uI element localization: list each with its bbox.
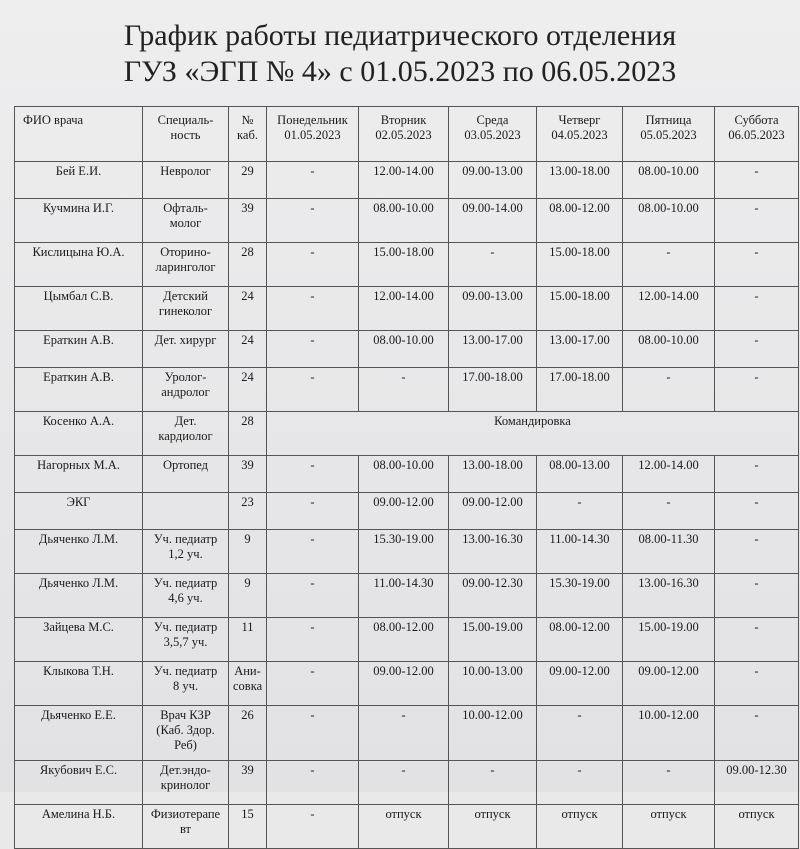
thursday-hours-cell: 08.00-13.00 [537, 456, 623, 493]
friday-hours-cell: 12.00-14.00 [623, 287, 715, 331]
table-row [15, 368, 799, 412]
room-cell: 26 [229, 706, 267, 761]
thursday-hours-cell: 13.00-17.00 [537, 331, 623, 368]
wednesday-hours-cell: 10.00-13.00 [449, 662, 537, 706]
specialty-cell: Физиотерапе вт [143, 805, 229, 849]
room-cell: 39 [229, 761, 267, 805]
specialty-cell: Дет.эндо- кринолог [143, 761, 229, 805]
table-row [15, 574, 799, 618]
page-title [0, 18, 800, 90]
specialty-cell: Уч. педиатр 1,2 уч. [143, 530, 229, 574]
friday-hours-cell: - [623, 493, 715, 530]
title-line-2: ГУЗ «ЭГП № 4» с 01.05.2023 по 06.05.2023 [123, 55, 677, 88]
col-header-tuesday: Вторник 02.05.2023 [359, 107, 449, 162]
room-cell: 9 [229, 530, 267, 574]
doctor-name-cell: Якубович Е.С. [15, 761, 143, 805]
table-row [15, 162, 799, 199]
specialty-cell: Врач КЗР (Каб. Здор. Реб) [143, 706, 229, 761]
specialty-cell: Уролог- андролог [143, 368, 229, 412]
saturday-hours-cell: - [715, 618, 799, 662]
tuesday-hours-cell: 12.00-14.00 [359, 162, 449, 199]
table-row [15, 199, 799, 243]
thursday-hours-cell: - [537, 493, 623, 530]
monday-hours-cell: - [267, 456, 359, 493]
monday-hours-cell: - [267, 331, 359, 368]
friday-hours-cell: 08.00-10.00 [623, 331, 715, 368]
saturday-hours-cell: - [715, 493, 799, 530]
tuesday-hours-cell: 09.00-12.00 [359, 493, 449, 530]
thursday-hours-cell: отпуск [537, 805, 623, 849]
room-cell: 24 [229, 331, 267, 368]
doctor-name-cell: Нагорных М.А. [15, 456, 143, 493]
doctor-name-cell: Косенко А.А. [15, 412, 143, 456]
friday-hours-cell: 08.00-11.30 [623, 530, 715, 574]
room-cell: 39 [229, 199, 267, 243]
monday-hours-cell: - [267, 243, 359, 287]
room-cell: 24 [229, 368, 267, 412]
wednesday-hours-cell: 13.00-18.00 [449, 456, 537, 493]
specialty-cell: Уч. педиатр 3,5,7 уч. [143, 618, 229, 662]
tuesday-hours-cell: 08.00-10.00 [359, 199, 449, 243]
friday-hours-cell: - [623, 761, 715, 805]
monday-hours-cell: - [267, 493, 359, 530]
header-row [15, 107, 799, 162]
wednesday-hours-cell: 09.00-13.00 [449, 287, 537, 331]
table-row [15, 331, 799, 368]
col-header-wednesday: Среда 03.05.2023 [449, 107, 537, 162]
wednesday-hours-cell: 09.00-12.00 [449, 493, 537, 530]
room-cell: 23 [229, 493, 267, 530]
thursday-hours-cell: - [537, 761, 623, 805]
thursday-hours-cell: 15.00-18.00 [537, 243, 623, 287]
saturday-hours-cell: - [715, 243, 799, 287]
friday-hours-cell: 09.00-12.00 [623, 662, 715, 706]
tuesday-hours-cell: отпуск [359, 805, 449, 849]
saturday-hours-cell: - [715, 368, 799, 412]
doctor-name-cell: Дьяченко Е.Е. [15, 706, 143, 761]
table-row [15, 805, 799, 849]
wednesday-hours-cell: - [449, 243, 537, 287]
tuesday-hours-cell: - [359, 706, 449, 761]
room-cell: 28 [229, 243, 267, 287]
specialty-cell: Ортопед [143, 456, 229, 493]
wednesday-hours-cell: 13.00-16.30 [449, 530, 537, 574]
thursday-hours-cell: 15.30-19.00 [537, 574, 623, 618]
monday-hours-cell: - [267, 662, 359, 706]
schedule-body [15, 162, 799, 849]
room-cell: 28 [229, 412, 267, 456]
col-header-name: ФИО врача [15, 107, 143, 162]
doctor-name-cell: Ераткин А.В. [15, 331, 143, 368]
col-header-friday: Пятница 05.05.2023 [623, 107, 715, 162]
wednesday-hours-cell: - [449, 761, 537, 805]
wednesday-hours-cell: 13.00-17.00 [449, 331, 537, 368]
schedule-table [14, 106, 799, 849]
thursday-hours-cell: 15.00-18.00 [537, 287, 623, 331]
room-cell: 39 [229, 456, 267, 493]
room-cell: Ани- совка [229, 662, 267, 706]
doctor-name-cell: Кучмина И.Г. [15, 199, 143, 243]
doctor-name-cell: Клыкова Т.Н. [15, 662, 143, 706]
doctor-name-cell: Кислицына Ю.А. [15, 243, 143, 287]
table-row [15, 412, 799, 456]
monday-hours-cell: - [267, 706, 359, 761]
table-row [15, 530, 799, 574]
monday-hours-cell: - [267, 618, 359, 662]
room-cell: 15 [229, 805, 267, 849]
tuesday-hours-cell: 08.00-10.00 [359, 331, 449, 368]
table-row [15, 706, 799, 761]
monday-hours-cell: - [267, 574, 359, 618]
thursday-hours-cell: 17.00-18.00 [537, 368, 623, 412]
friday-hours-cell: 08.00-10.00 [623, 162, 715, 199]
friday-hours-cell: 08.00-10.00 [623, 199, 715, 243]
room-cell: 9 [229, 574, 267, 618]
specialty-cell: Уч. педиатр 8 уч. [143, 662, 229, 706]
merged-status-cell: Командировка [267, 412, 799, 456]
room-cell: 11 [229, 618, 267, 662]
monday-hours-cell: - [267, 199, 359, 243]
monday-hours-cell: - [267, 761, 359, 805]
specialty-cell: Невролог [143, 162, 229, 199]
specialty-cell: Дет. хирург [143, 331, 229, 368]
thursday-hours-cell: 11.00-14.30 [537, 530, 623, 574]
doctor-name-cell: Бей Е.И. [15, 162, 143, 199]
tuesday-hours-cell: - [359, 761, 449, 805]
saturday-hours-cell: - [715, 706, 799, 761]
table-row [15, 761, 799, 805]
doctor-name-cell: Дьяченко Л.М. [15, 530, 143, 574]
doctor-name-cell: Ераткин А.В. [15, 368, 143, 412]
friday-hours-cell: 12.00-14.00 [623, 456, 715, 493]
saturday-hours-cell: - [715, 162, 799, 199]
col-header-room: № каб. [229, 107, 267, 162]
tuesday-hours-cell: 08.00-12.00 [359, 618, 449, 662]
monday-hours-cell: - [267, 287, 359, 331]
saturday-hours-cell: - [715, 530, 799, 574]
friday-hours-cell: - [623, 243, 715, 287]
doctor-name-cell: Дьяченко Л.М. [15, 574, 143, 618]
table-row [15, 662, 799, 706]
specialty-cell: Оторино- ларинголог [143, 243, 229, 287]
table-row [15, 618, 799, 662]
col-header-thursday: Четверг 04.05.2023 [537, 107, 623, 162]
specialty-cell: Детский гинеколог [143, 287, 229, 331]
friday-hours-cell: 15.00-19.00 [623, 618, 715, 662]
saturday-hours-cell: - [715, 199, 799, 243]
saturday-hours-cell: - [715, 287, 799, 331]
thursday-hours-cell: 13.00-18.00 [537, 162, 623, 199]
doctor-name-cell: Амелина Н.Б. [15, 805, 143, 849]
thursday-hours-cell: 08.00-12.00 [537, 618, 623, 662]
monday-hours-cell: - [267, 162, 359, 199]
saturday-hours-cell: 09.00-12.30 [715, 761, 799, 805]
saturday-hours-cell: - [715, 574, 799, 618]
friday-hours-cell: 10.00-12.00 [623, 706, 715, 761]
monday-hours-cell: - [267, 805, 359, 849]
title-line-1: График работы педиатрического отделения [123, 19, 677, 52]
saturday-hours-cell: - [715, 662, 799, 706]
thursday-hours-cell: - [537, 706, 623, 761]
doctor-name-cell: Цымбал С.В. [15, 287, 143, 331]
saturday-hours-cell: - [715, 456, 799, 493]
wednesday-hours-cell: 15.00-19.00 [449, 618, 537, 662]
specialty-cell: Уч. педиатр 4,6 уч. [143, 574, 229, 618]
wednesday-hours-cell: 09.00-14.00 [449, 199, 537, 243]
friday-hours-cell: - [623, 368, 715, 412]
col-header-saturday: Суббота 06.05.2023 [715, 107, 799, 162]
wednesday-hours-cell: 17.00-18.00 [449, 368, 537, 412]
tuesday-hours-cell: - [359, 368, 449, 412]
table-row [15, 243, 799, 287]
saturday-hours-cell: отпуск [715, 805, 799, 849]
doctor-name-cell: Зайцева М.С. [15, 618, 143, 662]
tuesday-hours-cell: 08.00-10.00 [359, 456, 449, 493]
tuesday-hours-cell: 15.30-19.00 [359, 530, 449, 574]
tuesday-hours-cell: 12.00-14.00 [359, 287, 449, 331]
doctor-name-cell: ЭКГ [15, 493, 143, 530]
specialty-cell [143, 493, 229, 530]
tuesday-hours-cell: 09.00-12.00 [359, 662, 449, 706]
specialty-cell: Дет. кардиолог [143, 412, 229, 456]
col-header-monday: Понедельник 01.05.2023 [267, 107, 359, 162]
specialty-cell: Офталь- молог [143, 199, 229, 243]
thursday-hours-cell: 08.00-12.00 [537, 199, 623, 243]
wednesday-hours-cell: 09.00-13.00 [449, 162, 537, 199]
tuesday-hours-cell: 15.00-18.00 [359, 243, 449, 287]
saturday-hours-cell: - [715, 331, 799, 368]
wednesday-hours-cell: 10.00-12.00 [449, 706, 537, 761]
room-cell: 29 [229, 162, 267, 199]
table-row [15, 493, 799, 530]
monday-hours-cell: - [267, 368, 359, 412]
wednesday-hours-cell: 09.00-12.30 [449, 574, 537, 618]
friday-hours-cell: 13.00-16.30 [623, 574, 715, 618]
room-cell: 24 [229, 287, 267, 331]
monday-hours-cell: - [267, 530, 359, 574]
wednesday-hours-cell: отпуск [449, 805, 537, 849]
col-header-specialty: Специаль- ность [143, 107, 229, 162]
tuesday-hours-cell: 11.00-14.30 [359, 574, 449, 618]
thursday-hours-cell: 09.00-12.00 [537, 662, 623, 706]
table-row [15, 287, 799, 331]
table-row [15, 456, 799, 493]
friday-hours-cell: отпуск [623, 805, 715, 849]
